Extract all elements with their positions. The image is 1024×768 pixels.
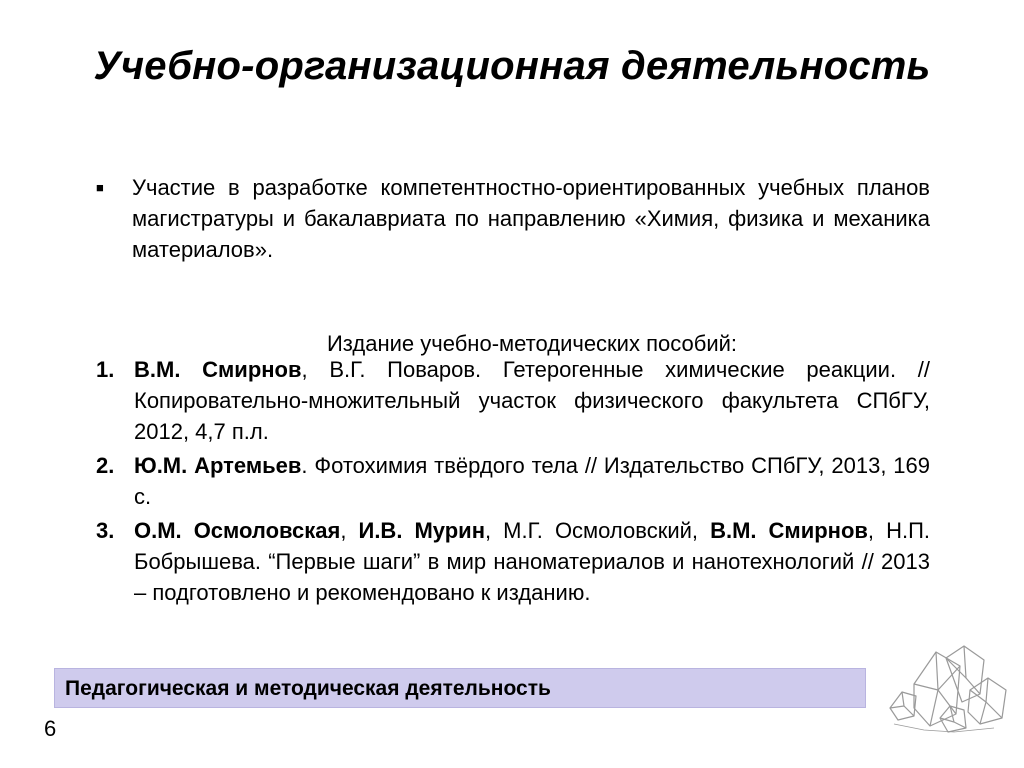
square-bullet-icon: ■: [96, 180, 104, 195]
publication-item: [96, 515, 930, 608]
publication-text: [134, 450, 930, 512]
footer-label: Педагогическая и методическая деятельность: [65, 677, 551, 700]
bullet-item: [96, 172, 930, 265]
publication-item: [96, 450, 930, 512]
bullet-text: Участие в разработке компетентностно-ориентированных учебных планов магистратуры и бакалавриата по направлению «Химия, физика и механика материалов».: [132, 175, 930, 262]
publication-text: [134, 515, 930, 608]
publication-author: В.М. Смирнов: [134, 357, 302, 382]
publication-details: , Н.П. Бобрышева. “Первые шаги” в мир наноматериалов и нанотехнологий // 2013 – подготовлено и рекомендовано к изданию.: [134, 518, 930, 605]
publication-author: И.В. Мурин: [358, 518, 485, 543]
publication-author: О.М. Осмоловская: [134, 518, 341, 543]
publication-details: , В.Г. Поваров. Гетерогенные химические реакции. // Копировательно-множительный участок физического факультета СПбГУ, 2012, 4,7 п.л.: [134, 357, 930, 444]
publication-separator: , М.Г. Осмоловский,: [484, 518, 711, 543]
publication-details: . Фотохимия твёрдого тела // Издательство СПбГУ, 2013, 169 с.: [134, 453, 930, 509]
publication-item: [96, 354, 930, 447]
slide-title: Учебно-организационная деятельность: [93, 44, 931, 88]
page-number: 6: [44, 716, 57, 741]
publication-separator: ,: [340, 518, 359, 543]
publication-number: 3.: [96, 518, 115, 543]
publication-author: В.М. Смирнов: [710, 518, 868, 543]
publication-text: [134, 354, 930, 447]
publication-number: 1.: [96, 357, 115, 382]
publications-heading: Издание учебно-методических пособий:: [326, 331, 738, 356]
footer-bar: [54, 668, 866, 708]
crystal-cluster-icon: [884, 644, 1010, 734]
publication-author: Ю.М. Артемьев: [134, 453, 302, 478]
bullet-block: [96, 172, 930, 265]
publication-number: 2.: [96, 453, 115, 478]
publications-list: [96, 354, 930, 611]
